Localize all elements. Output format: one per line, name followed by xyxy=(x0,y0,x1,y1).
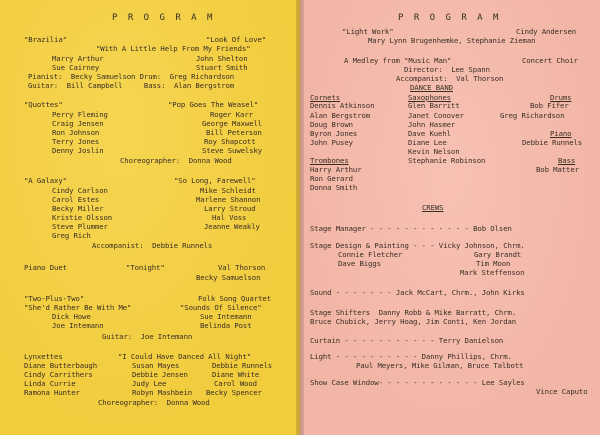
performer: Perry Fleming xyxy=(52,110,108,119)
band-member: Greg Richardson xyxy=(500,111,565,120)
performer: Sue Cairney xyxy=(52,63,100,72)
performer: George Maxwell xyxy=(202,119,263,128)
performer: Belinda Post xyxy=(200,321,252,330)
song-title: "Light Work" xyxy=(342,27,394,36)
performer: Carol Estes xyxy=(52,195,100,204)
performer: Cindy Carlson xyxy=(52,186,108,195)
page-title: P R O G R A M xyxy=(398,13,501,23)
performer: Roy Shapcott xyxy=(204,137,256,146)
performer: Mary Lynn Brugenhemke, Stephanie Zieman xyxy=(368,36,536,45)
band-member: Stephanie Robinson xyxy=(408,156,486,165)
performer: Sue Intemann xyxy=(200,312,252,321)
act-title: Lynxettes xyxy=(24,352,63,361)
song-title: "With A Little Help From My Friends" xyxy=(96,44,251,53)
crew-member: Mark Steffenson xyxy=(460,268,525,277)
column-heading: Drums xyxy=(550,93,572,102)
performer: Linda Currie xyxy=(24,379,76,388)
performer: Concert Choir xyxy=(522,56,578,65)
performer: Becky Spencer xyxy=(206,388,262,397)
song-title: "She'd Rather Be With Me" xyxy=(24,303,132,312)
band-member: Byron Jones xyxy=(310,129,358,138)
crew-line: Stage Shifters Danny Robb & Mike Barratt, Chrm. xyxy=(310,308,517,317)
crew-line: Show Case Window- - - - - - - - - - - - Lee Sayles xyxy=(310,378,525,387)
performer: Craig Jensen xyxy=(52,119,104,128)
accompanist: Accompanist: Debbie Runnels xyxy=(92,241,213,250)
performer: Jeanne Weakly xyxy=(204,222,260,231)
song-title: "Pop Goes The Weasel" xyxy=(168,100,259,109)
performer: Steve Suwelsky xyxy=(202,146,263,155)
column-heading: Piano xyxy=(550,129,572,138)
band-member: Dennis Atkinson xyxy=(310,101,375,110)
band-member: John Hasmer xyxy=(408,120,456,129)
page-fold xyxy=(296,0,304,435)
crew-line: Stage Design & Painting - - - Vicky Johnson, Chrm. xyxy=(310,241,525,250)
crew-line: Light - - - - - - - - - - Danny Phillips, Chrm. xyxy=(310,352,512,361)
band-member: Diane Lee xyxy=(408,138,447,147)
column-heading: Bass xyxy=(558,156,576,165)
band-member: Glen Barritt xyxy=(408,101,460,110)
crew-member: Vince Caputo xyxy=(536,387,588,396)
crew-line: Curtain - - - - - - - - - - - Terry Danielson xyxy=(310,336,504,345)
performer: Denny Joslin xyxy=(52,146,104,155)
crew-member: Paul Meyers, Mike Gilman, Bruce Talbott xyxy=(356,361,524,370)
credit-line: Pianist: Becky Samuelson Drum: Greg Richardson xyxy=(28,72,235,81)
act-title: Folk Song Quartet xyxy=(198,294,271,303)
performer: Judy Lee xyxy=(132,379,167,388)
credit-line: Guitar: Joe Intemann xyxy=(102,332,193,341)
column-heading: Cornets xyxy=(310,93,341,102)
performer: Debbie Runnels xyxy=(212,361,273,370)
credit-line: Guitar: Bill Campbell Bass: Alan Bergstrom xyxy=(28,81,235,90)
performer: Terry Jones xyxy=(52,137,100,146)
act-title: "Two-Plus-Two" xyxy=(24,294,85,303)
section-heading: DANCE BAND xyxy=(410,83,453,92)
performer: Val Thorson xyxy=(218,263,266,272)
band-member: Debbie Runnels xyxy=(522,138,583,147)
band-member: Janet Conover xyxy=(408,111,464,120)
song-title: "Quottes" xyxy=(24,100,63,109)
band-member: Alan Bergstrom xyxy=(310,111,371,120)
performer: Diane White xyxy=(212,370,260,379)
performer: Bill Peterson xyxy=(206,128,262,137)
act-title: Piano Duet xyxy=(24,263,67,272)
performer: Marlene Shannon xyxy=(196,195,261,204)
crew-member: Tim Moon xyxy=(476,259,511,268)
song-title: "Brazilia" xyxy=(24,35,67,44)
performer: Ramona Hunter xyxy=(24,388,80,397)
crew-member: Gary Brandt xyxy=(474,250,522,259)
performer: Diane Butterbaugh xyxy=(24,361,97,370)
right-program-page xyxy=(300,0,600,435)
band-member: Harry Arthur xyxy=(310,165,362,174)
column-heading: Saxophones xyxy=(408,93,451,102)
performer: Susan Mayes xyxy=(132,361,180,370)
song-title: A Medley from "Music Man" xyxy=(344,56,452,65)
song-title: "A Galaxy" xyxy=(24,176,67,185)
song-title: "Look Of Love" xyxy=(206,35,267,44)
performer: Greg Rich xyxy=(52,231,91,240)
band-member: John Pusey xyxy=(310,138,353,147)
performer: Larry Stroud xyxy=(204,204,256,213)
performer: Ron Johnson xyxy=(52,128,100,137)
band-member: Doug Brown xyxy=(310,120,353,129)
band-member: Donna Smith xyxy=(310,183,358,192)
performer: Cindy Carrithers xyxy=(24,370,93,379)
performer: Joe Intemann xyxy=(52,321,104,330)
choreographer: Choreographer: Donna Wood xyxy=(98,398,210,407)
performer: Carol Wood xyxy=(214,379,257,388)
crew-line: Bruce Chubick, Jerry Hoag, Jim Conti, Ken Jordan xyxy=(310,317,517,326)
performer: Cindy Andersen xyxy=(516,27,577,36)
crew-line: Sound - - - - - - - Jack McCart, Chrm., John Kirks xyxy=(310,288,525,297)
column-heading: Trombones xyxy=(310,156,349,165)
performer: Debbie Jensen xyxy=(132,370,188,379)
crew-member: Connie Fletcher xyxy=(338,250,403,259)
band-member: Bob Fifer xyxy=(530,101,569,110)
crew-member: Dave Biggs xyxy=(338,259,381,268)
performer: Robyn Mashbein xyxy=(132,388,193,397)
performer: Kristie Olsson xyxy=(52,213,113,222)
page-title: P R O G R A M xyxy=(112,13,215,23)
band-member: Ron Gerard xyxy=(310,174,353,183)
song-title: "So Long, Farewell" xyxy=(174,176,256,185)
crew-line: Stage Manager - - - - - - - - - - - - Bob Olsen xyxy=(310,224,512,233)
performer: Mike Schleidt xyxy=(200,186,256,195)
performer: Becky Miller xyxy=(52,204,104,213)
song-title: "I Could Have Danced All Night" xyxy=(118,352,252,361)
director: Director: Lee Spann xyxy=(404,65,490,74)
performer: Marry Arthur xyxy=(52,54,104,63)
band-member: Kevin Nelson xyxy=(408,147,460,156)
song-title: "Tonight" xyxy=(126,263,165,272)
performer: Dick Howe xyxy=(52,312,91,321)
accompanist: Accompanist: Val Thorson xyxy=(396,74,504,83)
choreographer: Choreographer: Donna Wood xyxy=(120,156,232,165)
band-member: Dave Kuehl xyxy=(408,129,451,138)
performer: Stuart Smith xyxy=(196,63,248,72)
song-title: "Sounds Of Silence" xyxy=(180,303,262,312)
performer: Hal Voss xyxy=(212,213,247,222)
performer: John Shelton xyxy=(196,54,248,63)
performer: Steve Plummer xyxy=(52,222,108,231)
section-heading: CREWS xyxy=(422,203,444,212)
performer: Roger Karr xyxy=(210,110,253,119)
band-member: Bob Matter xyxy=(536,165,579,174)
performer: Becky Samuelson xyxy=(196,273,261,282)
